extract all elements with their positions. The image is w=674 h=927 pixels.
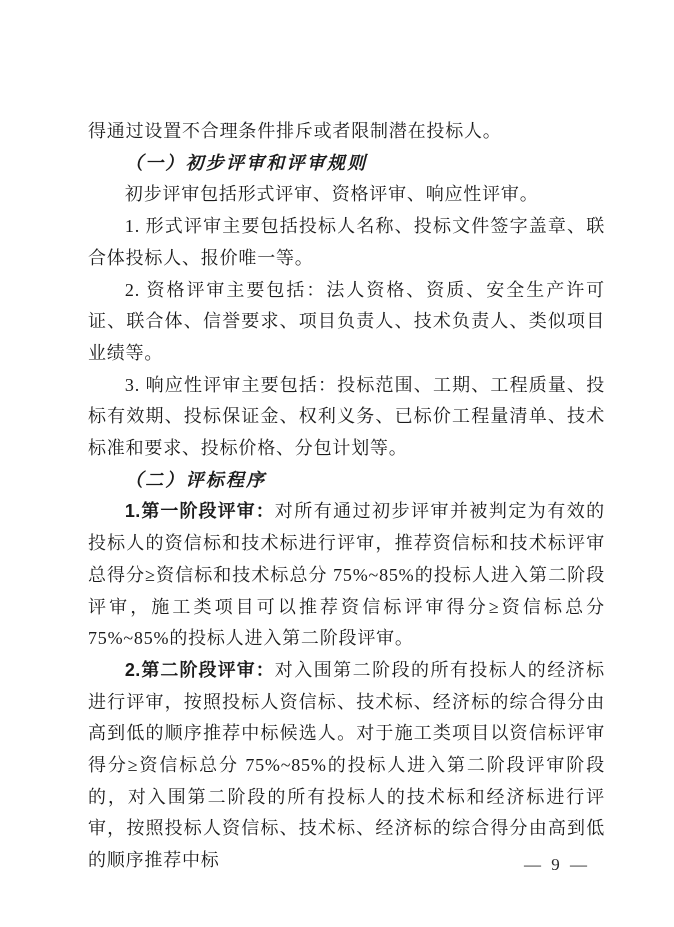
subsection-heading-1: （一）初步评审和评审规则: [124, 152, 368, 173]
paragraph: 2. 资格评审主要包括：法人资格、资质、安全生产许可证、联合体、信誉要求、项目负责人、技术负责人、类似项目业绩等。: [88, 279, 605, 363]
paragraph: [88, 655, 605, 877]
paragraph-text: 对入围第二阶段的所有投标人的经济标进行评审，按照投标人资信标、技术标、经济标的综合得分由高到低的顺序推荐中标候选人。对于施工类项目以资信标评审得分≥资信标总分 75%~85%的投标人进入第二阶段评审阶段的，对入围第二阶段的所有投标人的技术标和经济标进行评审，按照投标人资信标、技术标、经济标的综合得分由高到低的顺序推荐中标: [88, 659, 605, 871]
paragraph: [88, 496, 605, 655]
subsection-heading-2: （二）评标程序: [124, 469, 267, 490]
paragraph: 3. 响应性评审主要包括：投标范围、工期、工程质量、投标有效期、投标保证金、权利义务、已标价工程量清单、技术标准和要求、投标价格、分包计划等。: [88, 374, 605, 459]
page-number: — 9 —: [524, 855, 590, 874]
document-body: [88, 116, 605, 877]
paragraph-lead: 2.第二阶段评审：: [124, 659, 275, 680]
paragraph-text: 对所有通过初步评审并被判定为有效的投标人的资信标和技术标进行评审，推荐资信标和技术标评审总得分≥资信标和技术标总分 75%~85%的投标人进入第二阶段评审，施工类项目可以推荐资信标评审得分≥资信标总分 75%~85%的投标人进入第二阶段评审。: [88, 501, 605, 649]
paragraph: 初步评审包括形式评审、资格评审、响应性评审。: [124, 184, 539, 205]
paragraph-lead: 1.第一阶段评审：: [124, 501, 275, 522]
paragraph: 1. 形式评审主要包括投标人名称、投标文件签字盖章、联合体投标人、报价唯一等。: [88, 216, 605, 268]
paragraph-continuation: 得通过设置不合理条件排斥或者限制潜在投标人。: [88, 121, 502, 141]
